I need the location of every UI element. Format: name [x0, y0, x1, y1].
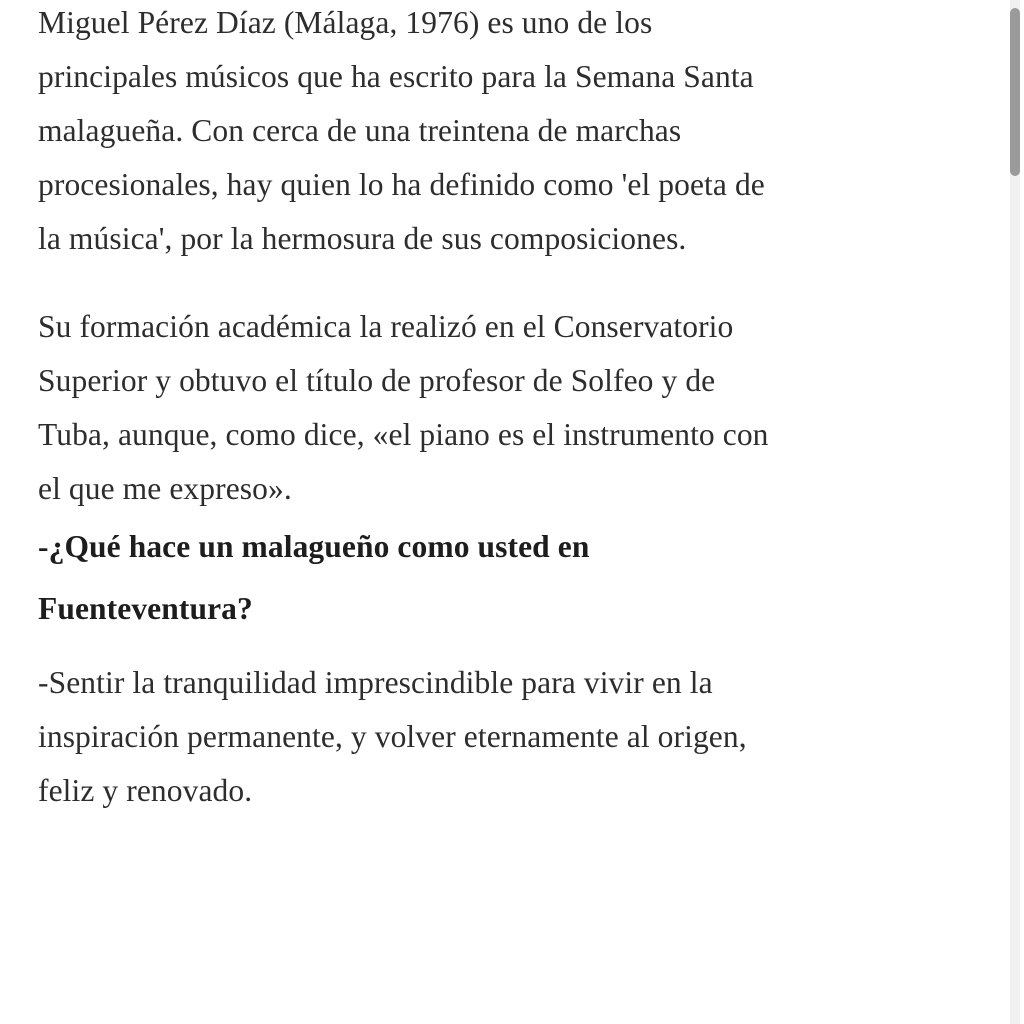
vertical-scrollbar-thumb[interactable] — [1010, 8, 1020, 176]
paragraph-formacion: Su formación académica la realizó en el Conservatorio Superior y obtuvo el título de profesor de Solfeo y de Tuba, aunque, como dice, «el piano es el instrumento con el que me expreso». — [38, 309, 769, 506]
paragraph-intro: Miguel Pérez Díaz (Málaga, 1976) es uno de los principales músicos que ha escrito para la Semana Santa malagueña. Con cerca de una treintena de marchas procesionales, hay quien lo ha definido como 'el poeta de la música', por la hermosura de sus composiciones. — [38, 5, 765, 256]
article-body — [38, 0, 778, 852]
interview-question: -¿Qué hace un malagueño como usted en Fuenteventura? — [38, 529, 590, 626]
interview-answer: -Sentir la tranquilidad imprescindible para vivir en la inspiración permanente, y volver eternamente al origen, feliz y renovado. — [38, 665, 747, 808]
